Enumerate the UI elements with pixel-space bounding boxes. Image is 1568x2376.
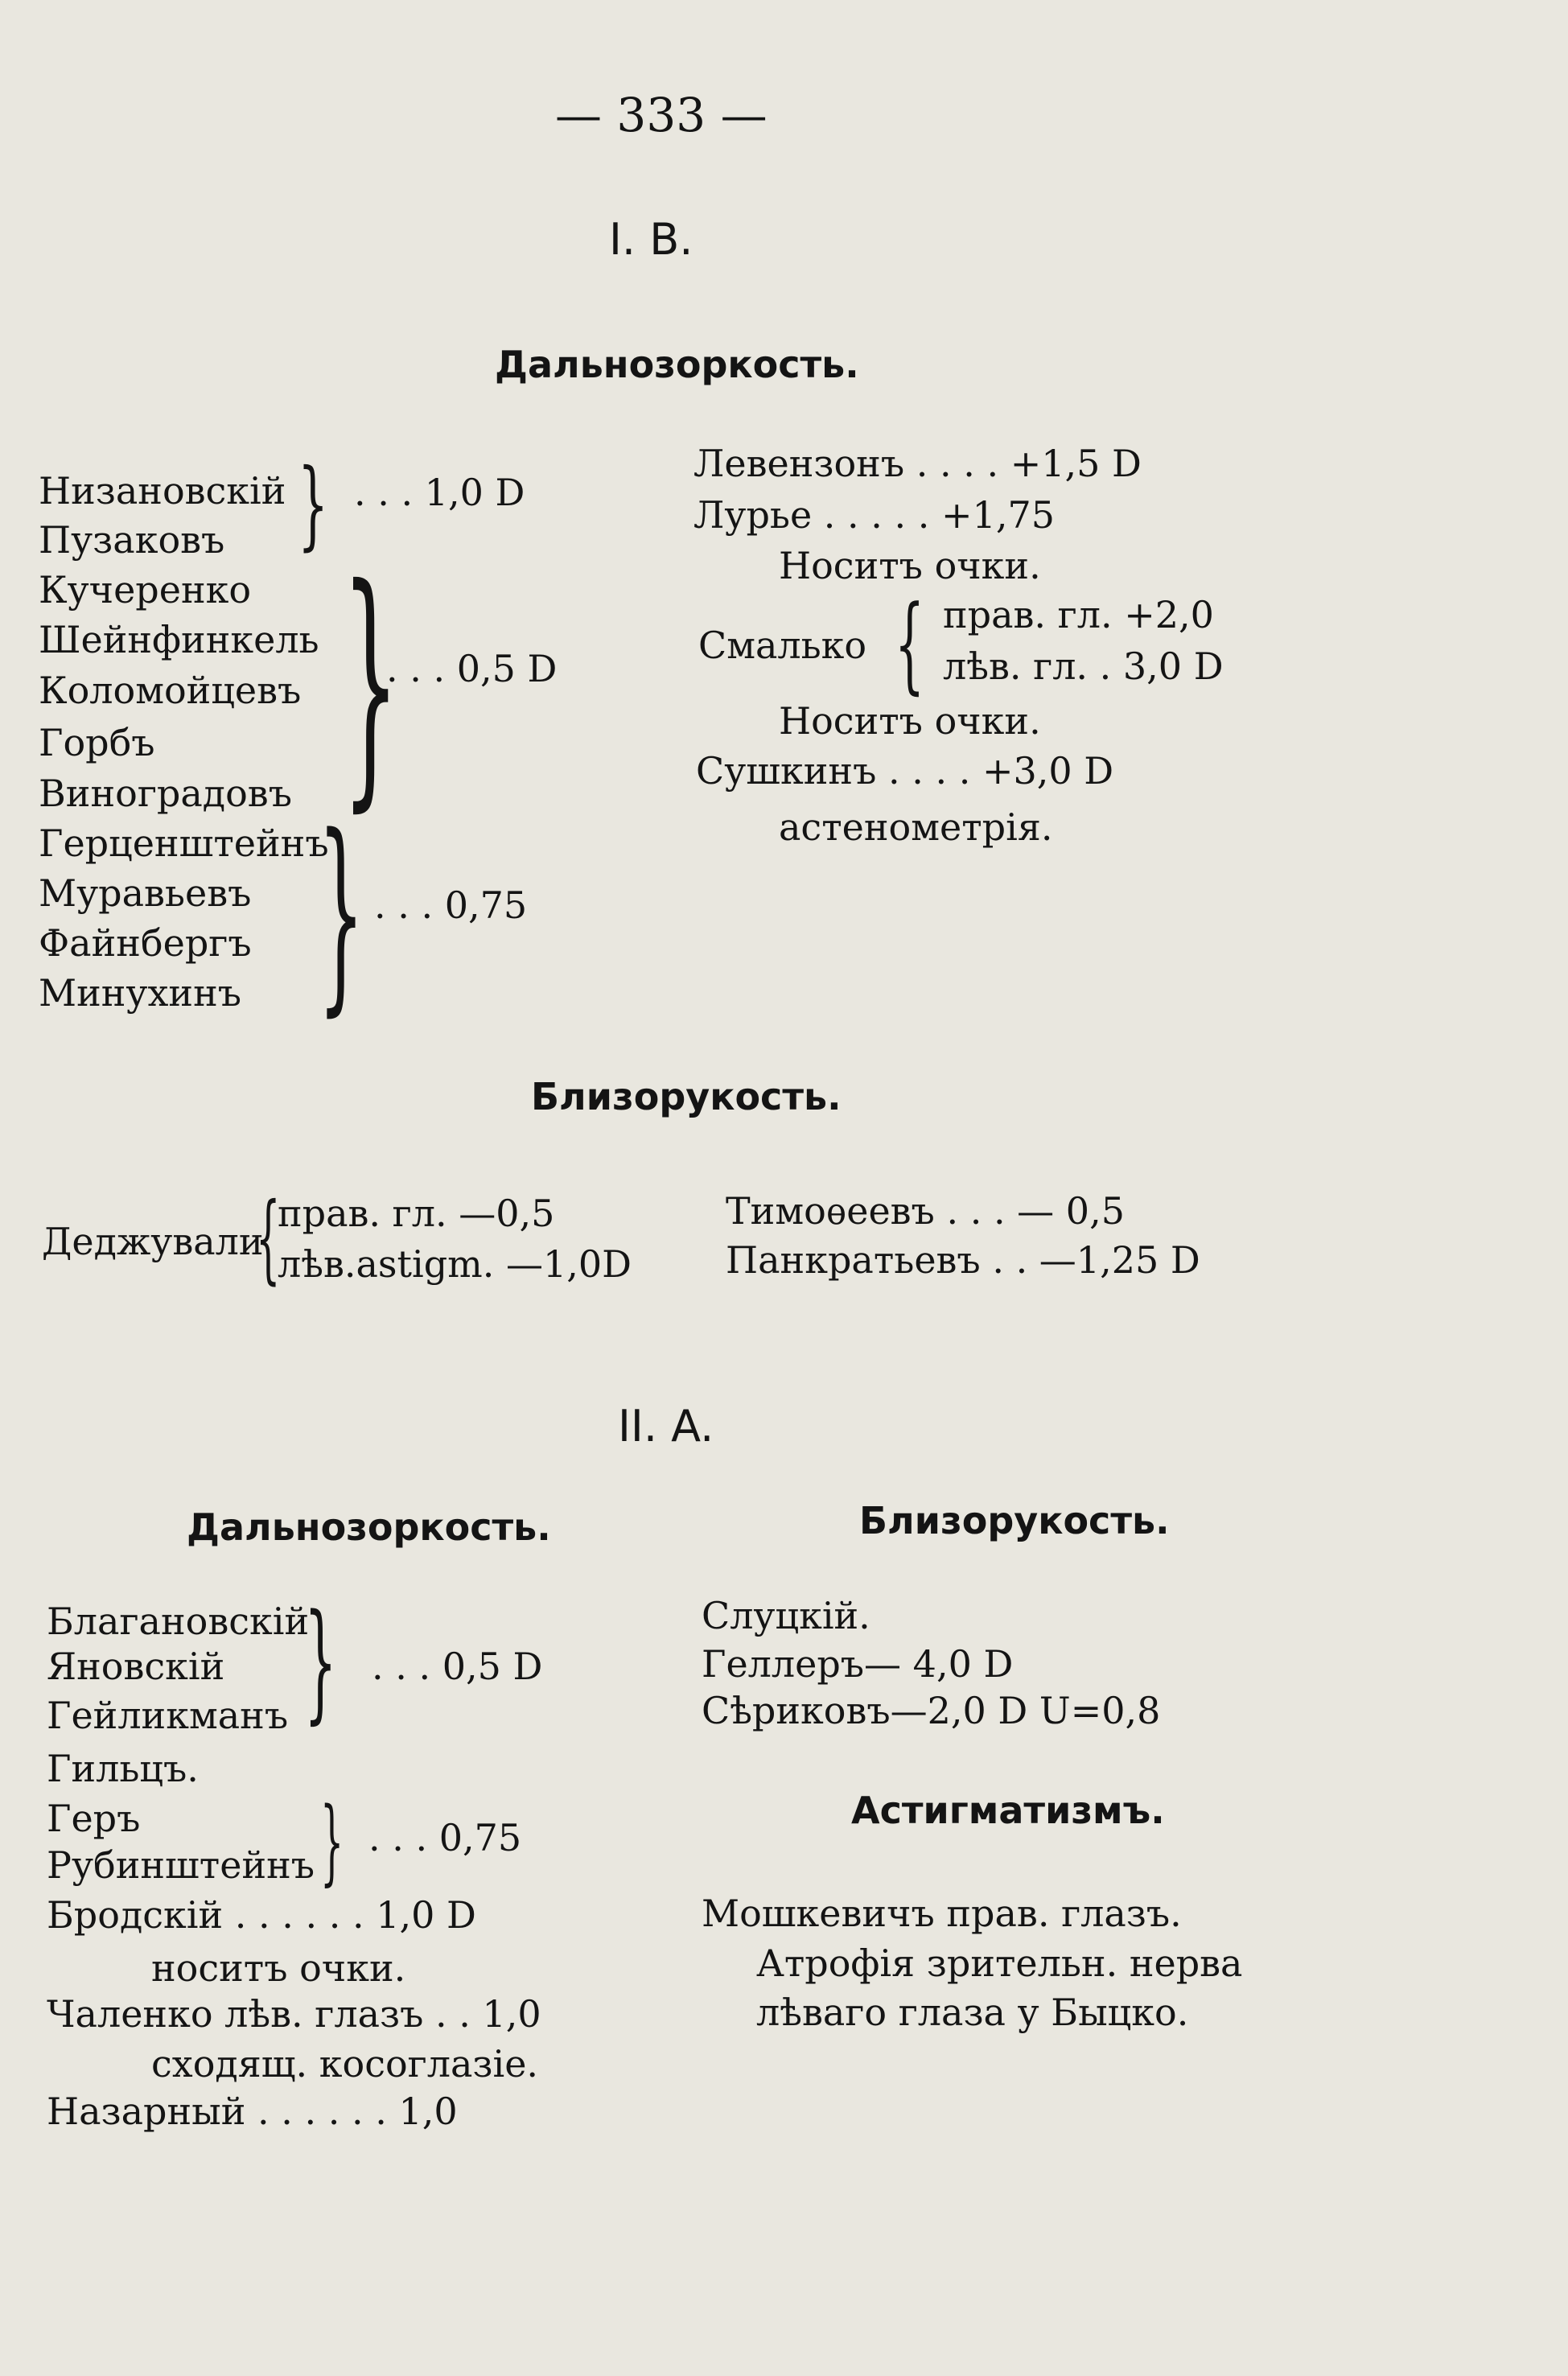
note-levago-glaza: лѣваго глаза у Быцко. xyxy=(756,1991,1189,2034)
dedzhuvali-left-eye: лѣв.astigm. —1,0D xyxy=(278,1242,632,1286)
brace-group-2: } xyxy=(342,534,400,834)
name-ger: Геръ xyxy=(47,1797,141,1840)
entry-brodsky: Бродскій . . . . . . 1,0 D xyxy=(47,1893,476,1937)
entry-geller: Геллеръ— 4,0 D xyxy=(702,1642,1014,1686)
name-geilikman: Гейликманъ xyxy=(47,1694,289,1737)
brace-group-1: } xyxy=(298,449,329,561)
entry-lurie: Лурье . . . . . +1,75 xyxy=(693,493,1055,537)
value-group-1: . . . 1,0 D xyxy=(354,471,525,514)
name-muraviev: Муравьевъ xyxy=(39,871,252,915)
name-vinogradov: Виноградовъ xyxy=(39,772,292,815)
brace-smalko: { xyxy=(895,583,925,705)
name-gerzenshtein: Герценштейнъ xyxy=(39,822,329,865)
note-nosit-ochki-1: Носитъ очки. xyxy=(779,544,1041,587)
name-dedzhuvali: Деджували xyxy=(42,1220,264,1263)
entry-sushkin: Сушкинъ . . . . +3,0 D xyxy=(696,749,1114,793)
name-blaganovsky: Благановскій xyxy=(47,1600,310,1643)
entry-levenzon: Левензонъ . . . . +1,5 D xyxy=(693,442,1142,485)
heading-blizorukost-1: Близорукость. xyxy=(531,1075,842,1118)
dedzhuvali-right-eye: прав. гл. —0,5 xyxy=(278,1192,555,1235)
brace-group-4: } xyxy=(304,1586,337,1736)
section-heading-2a: II. A. xyxy=(618,1401,714,1452)
name-kolomoitsev: Коломойцевъ xyxy=(39,669,302,712)
value-group-2: . . . 0,5 D xyxy=(386,647,558,690)
entry-chalenko: Чаленко лѣв. глазъ . . 1,0 xyxy=(47,1992,541,2036)
note-atrofia: Атрофія зрительн. нерва xyxy=(756,1942,1243,1985)
heading-dalnozorkost-1: Дальнозоркость. xyxy=(495,343,859,386)
smalko-right-eye: прав. гл. +2,0 xyxy=(943,593,1214,636)
note-shodyashch-kosoglazie: сходящ. косоглазіе. xyxy=(151,2042,539,2086)
name-fainberg: Файнбергъ xyxy=(39,921,252,965)
name-puzakov: Пузаковъ xyxy=(39,518,225,562)
name-gilts: Гильцъ. xyxy=(47,1747,199,1790)
name-smalko: Смалько xyxy=(698,624,867,667)
entry-slutsky: Слуцкій. xyxy=(702,1594,870,1637)
page-number: — 333 — xyxy=(555,88,768,142)
entry-nazarny: Назарный . . . . . . 1,0 xyxy=(47,2090,458,2133)
heading-astigmatizm: Астигматизмъ. xyxy=(851,1789,1165,1832)
name-rubinshtein: Рубинштейнъ xyxy=(47,1843,315,1887)
brace-group-3: } xyxy=(318,792,364,1035)
name-gorb: Горбъ xyxy=(39,721,155,764)
entry-timofeev: Тимоѳеевъ . . . — 0,5 xyxy=(726,1189,1125,1233)
note-astenometria: астенометрія. xyxy=(779,805,1053,849)
section-heading-1b: I. B. xyxy=(609,214,693,265)
brace-dedzhuvali: { xyxy=(256,1183,281,1295)
value-group-4: . . . 0,5 D xyxy=(372,1645,543,1688)
value-group-3: . . . 0,75 xyxy=(374,883,528,927)
name-sheinfinkel: Шейнфинкель xyxy=(39,618,319,661)
name-yanovsky: Яновскій xyxy=(47,1645,225,1688)
note-nosit-ochki-3: носитъ очки. xyxy=(151,1946,406,1990)
note-nosit-ochki-2: Носитъ очки. xyxy=(779,699,1041,743)
value-group-5: . . . 0,75 xyxy=(368,1816,522,1859)
heading-blizorukost-2: Близорукость. xyxy=(859,1499,1170,1542)
entry-pankratiev: Панкратьевъ . . —1,25 D xyxy=(726,1238,1200,1282)
name-kucherenko: Кучеренко xyxy=(39,568,252,612)
heading-dalnozorkost-2: Дальнозоркость. xyxy=(187,1505,551,1549)
smalko-left-eye: лѣв. гл. . 3,0 D xyxy=(943,644,1224,688)
name-nizanovsky: Низановскій xyxy=(39,469,286,513)
entry-moshkevich: Мошкевичъ прав. глазъ. xyxy=(702,1892,1182,1935)
brace-group-5: } xyxy=(320,1788,344,1896)
name-minukhin: Минухинъ xyxy=(39,971,242,1015)
entry-serikov: Сѣриковъ—2,0 D U=0,8 xyxy=(702,1689,1161,1732)
